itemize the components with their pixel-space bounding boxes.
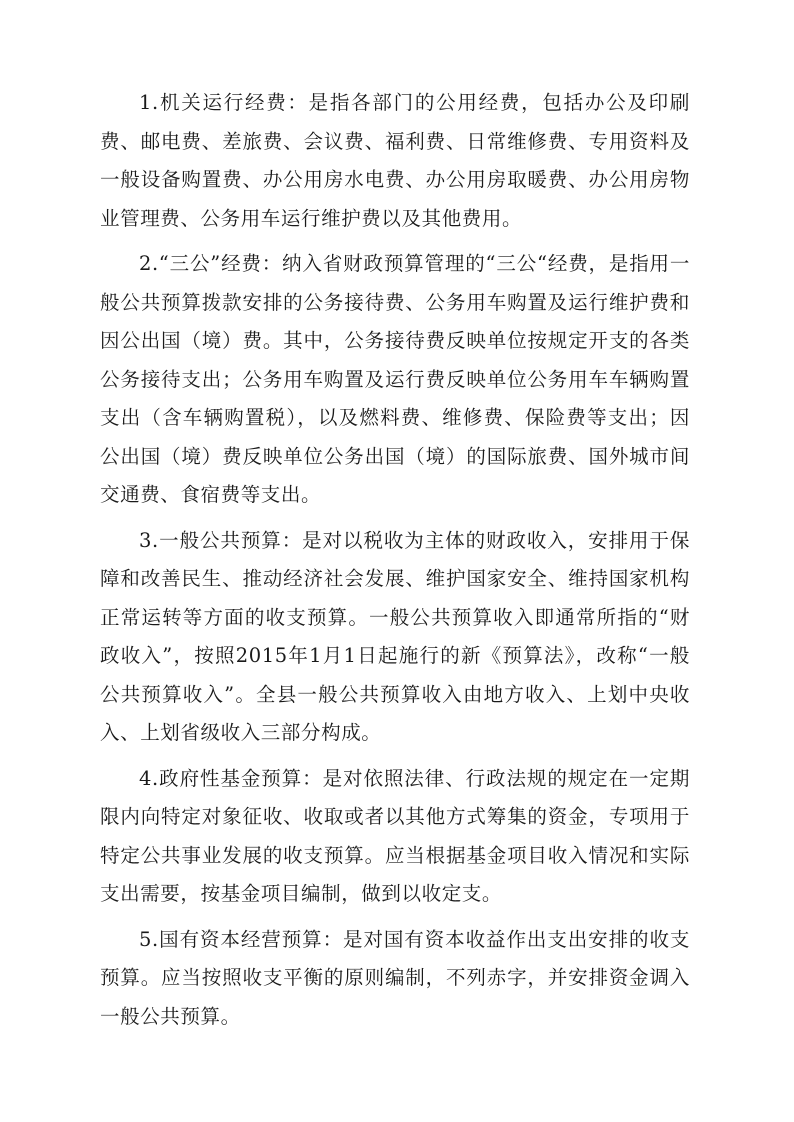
paragraph-government-fund-budget: 4.政府性基金预算：是对依照法律、行政法规的规定在一定期限内向特定对象征收、收取或者以其他方式筹集的资金，专项用于特定公共事业发展的收支预算。应当根据基金项目收入情况和实际支出需要，按基金项目编制，做到以收定支。 bbox=[100, 766, 690, 905]
paragraph-state-capital-budget: 5.国有资本经营预算：是对国有资本收益作出支出安排的收支预算。应当按照收支平衡的原则编制，不列赤字，并安排资金调入一般公共预算。 bbox=[100, 927, 690, 1028]
paragraph-general-public-budget: 3.一般公共预算：是对以税收为主体的财政收入，安排用于保障和改善民生、推动经济社会发展、维护国家安全、维持国家机构正常运转等方面的收支预算。一般公共预算收入即通常所指的“财政收入”，按照2015年1月1日起施行的新《预算法》，改称“一般公共预算收入”。全县一般公共预算收入由地方收入、上划中央收入、上划省级收入三部分构成。 bbox=[100, 528, 690, 744]
document-body bbox=[100, 84, 690, 1043]
paragraph-three-public-expenses: 2.“三公”经费：纳入省财政预算管理的“三公“经费，是指用一般公共预算拨款安排的公务接待费、公务用车购置及运行维护费和因公出国（境）费。其中，公务接待费反映单位按规定开支的各类公务接待支出；公务用车购置及运行费反映单位公务用车车辆购置支出（含车辆购置税），以及燃料费、维修费、保险费等支出；因公出国（境）费反映单位公务出国（境）的国际旅费、国外城市间交通费、食宿费等支出。 bbox=[100, 252, 690, 506]
paragraph-institution-operating-expenses: 1.机关运行经费：是指各部门的公用经费，包括办公及印刷费、邮电费、差旅费、会议费、福利费、日常维修费、专用资料及一般设备购置费、办公用房水电费、办公用房取暖费、办公用房物业管理费、公务用车运行维护费以及其他费用。 bbox=[100, 91, 690, 230]
